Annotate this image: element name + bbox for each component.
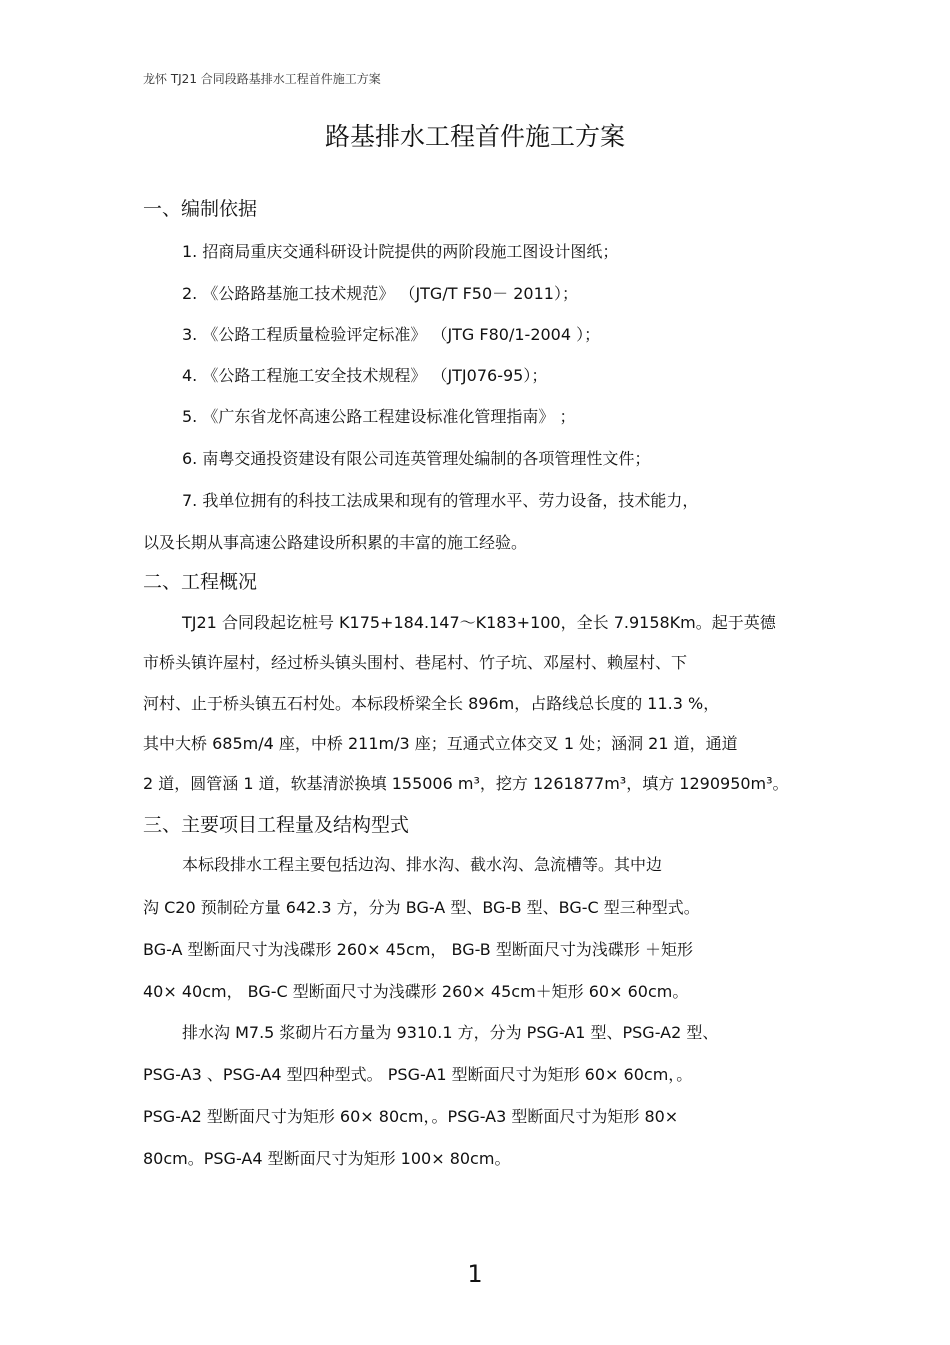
paragraph-line: 本标段排水工程主要包括边沟、排水沟、截水沟、急流槽等。其中边 <box>182 855 663 874</box>
list-item: 3. 《公路工程质量检验评定标准》 （JTG F80/1-2004 ）； <box>182 325 601 344</box>
paragraph-line: 排水沟 M7.5 浆砌片石方量为 9310.1 方，分为 PSG-A1 型、PSG-A2 型、 <box>182 1023 719 1042</box>
section-heading: 一、编制依据 <box>143 198 258 220</box>
paragraph-line: TJ21 合同段起讫桩号 K175+184.147～K183+100，全长 7.9158Km。起于英德 <box>182 613 776 632</box>
paragraph-line: 40× 40cm， BG-C 型断面尺寸为浅碟形 260× 45cm＋矩形 60× 60cm。 <box>143 982 689 1001</box>
list-item: 7. 我单位拥有的科技工法成果和现有的管理水平、劳力设备，技术能力， <box>182 491 699 510</box>
paragraph-line: 80cm。PSG-A4 型断面尺寸为矩形 100× 80cm。 <box>143 1149 511 1168</box>
running-header: 龙怀 TJ21 合同段路基排水工程首件施工方案 <box>143 72 381 86</box>
paragraph-line: 河村、止于桥头镇五石村处。本标段桥梁全长 896m，占路线总长度的 11.3 %， <box>143 694 720 713</box>
paragraph-line: PSG-A3 、PSG-A4 型四种型式。 PSG-A1 型断面尺寸为矩形 60× 60cm，。 <box>143 1065 693 1084</box>
paragraph-line: 市桥头镇许屋村，经过桥头镇头围村、巷尾村、竹子坑、邓屋村、赖屋村、下 <box>143 653 688 672</box>
list-item: 5. 《广东省龙怀高速公路工程建设标准化管理指南》 ； <box>182 407 576 426</box>
list-item: 4. 《公路工程施工安全技术规程》 （JTJ076-95）； <box>182 366 548 385</box>
paragraph-line: 以及长期从事高速公路建设所积累的丰富的施工经验。 <box>143 533 528 552</box>
paragraph-line: 2 道，圆管涵 1 道，软基清淤换填 155006 m³，挖方 1261877m³，填方 1290950m³。 <box>143 774 789 793</box>
list-item: 1. 招商局重庆交通科研设计院提供的两阶段施工图设计图纸； <box>182 242 619 261</box>
paragraph-line: BG-A 型断面尺寸为浅碟形 260× 45cm， BG-B 型断面尺寸为浅碟形 ＋矩形 <box>143 940 693 959</box>
paragraph-line: 沟 C20 预制砼方量 642.3 方，分为 BG-A 型、BG-B 型、BG-C 型三种型式。 <box>143 898 700 917</box>
paragraph-line: 其中大桥 685m/4 座，中桥 211m/3 座；互通式立体交叉 1 处；涵洞 21 道，通道 <box>143 734 738 753</box>
paragraph-line: PSG-A2 型断面尺寸为矩形 60× 80cm，。PSG-A3 型断面尺寸为矩形 80× <box>143 1107 679 1126</box>
section-heading: 二、工程概况 <box>143 571 258 593</box>
page-number: 1 <box>467 1260 483 1288</box>
document-title: 路基排水工程首件施工方案 <box>324 122 625 151</box>
list-item: 2. 《公路路基施工技术规范》 （JTG/T F50－ 2011）； <box>182 284 578 303</box>
section-heading: 三、主要项目工程量及结构型式 <box>143 814 410 836</box>
list-item: 6. 南粤交通投资建设有限公司连英管理处编制的各项管理性文件； <box>182 449 651 468</box>
